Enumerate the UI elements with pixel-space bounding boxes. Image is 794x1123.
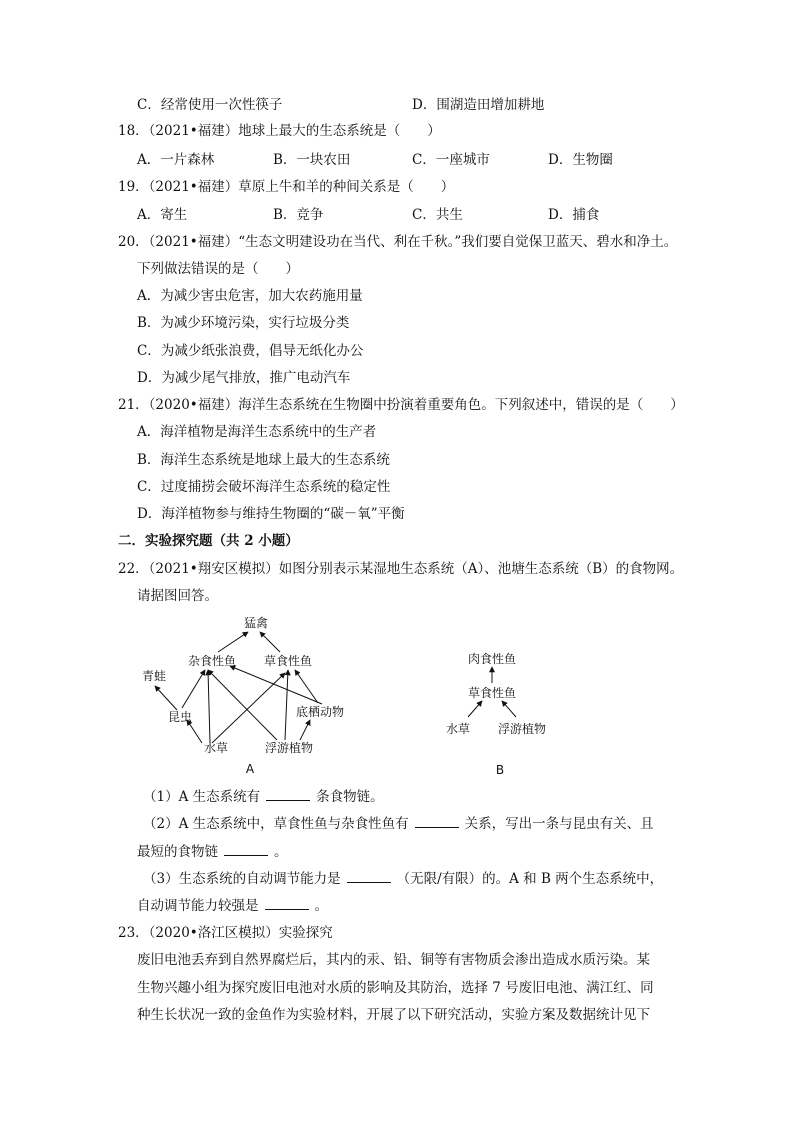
q17-option-d: D．围湖造田增加耕地 xyxy=(412,97,545,113)
q23-paragraph-line2: 生物兴趣小组为探究废旧电池对水质的影响及其防治，选择 7 号废旧电池、满江红、同 xyxy=(137,980,654,996)
q22-sub3-cont xyxy=(137,897,328,915)
q21-option-a: A．海洋植物是海洋生态系统中的生产者 xyxy=(137,424,377,440)
node-benthic-animals: 底栖动物 xyxy=(295,705,345,719)
q22-sub2-text-d: 。 xyxy=(274,844,288,860)
section-heading: 二．实验探究题（共 2 小题） xyxy=(118,533,299,549)
q22-sub1 xyxy=(143,788,384,806)
q22-stem-line2: 请据图回答。 xyxy=(137,588,218,604)
q19-stem: 19．（2021•福建）草原上牛和羊的种间关系是（ ） xyxy=(118,179,455,195)
node-herbivorous-fish-b: 草食性鱼 xyxy=(467,686,517,700)
node-plankton-a: 浮游植物 xyxy=(264,741,314,755)
node-frog: 青蛙 xyxy=(141,669,167,683)
node-water-grass-a: 水草 xyxy=(203,741,229,755)
node-plankton-b: 浮游植物 xyxy=(497,722,547,736)
q19-option-d: D．捕食 xyxy=(548,207,600,223)
q18-option-b: B．一块农田 xyxy=(273,152,351,168)
answer-blank-5[interactable] xyxy=(265,897,309,910)
node-carnivorous-fish: 肉食性鱼 xyxy=(467,652,517,666)
q22-sub2 xyxy=(143,815,654,833)
node-insect: 昆虫 xyxy=(167,710,193,724)
q22-sub1-text-b: 条食物链。 xyxy=(316,789,384,805)
q20-stem-line1: 20．（2021•福建）“生态文明建设功在当代、利在千秋。”我们要自觉保卫蓝天、碧水和净土。 xyxy=(118,234,678,250)
q20-option-b: B．为减少环境污染，实行垃圾分类 xyxy=(137,315,350,331)
q18-stem: 18．（2021•福建）地球上最大的生态系统是（ ） xyxy=(118,123,441,139)
q19-option-a: A．寄生 xyxy=(137,207,188,223)
q21-stem: 21．（2020•福建）海洋生态系统在生物圈中扮演着重要角色。下列叙述中，错误的是（ ） xyxy=(118,397,684,413)
answer-blank-2[interactable] xyxy=(415,815,459,828)
q22-sub3-text-a: （3）生态系统的自动调节能力是 xyxy=(143,871,341,887)
q22-sub2-text-b: 关系，写出一条与昆虫有关、且 xyxy=(464,816,654,832)
q22-sub1-text-a: （1）A 生态系统有 xyxy=(143,789,261,805)
q23-stem: 23．（2020•洛江区模拟）实验探究 xyxy=(118,925,333,941)
node-raptor: 猛禽 xyxy=(243,616,269,630)
answer-blank-1[interactable] xyxy=(266,788,310,801)
label-a: A xyxy=(245,762,255,776)
q22-sub2-text-c: 最短的食物链 xyxy=(137,844,218,860)
q18-option-d: D．生物圈 xyxy=(548,152,613,168)
answer-blank-4[interactable] xyxy=(347,870,391,883)
node-omnivorous-fish: 杂食性鱼 xyxy=(187,654,237,668)
node-water-grass-b: 水草 xyxy=(445,722,471,736)
q21-option-b: B．海洋生态系统是地球上最大的生态系统 xyxy=(137,452,390,468)
q22-sub2-cont xyxy=(137,843,288,861)
q19-option-c: C．共生 xyxy=(412,207,463,223)
q22-sub3-text-b: （无限/有限）的。A 和 B 两个生态系统中， xyxy=(396,871,664,887)
q22-sub3-text-c: 自动调节能力较强是 xyxy=(137,898,259,914)
q21-option-d: D．海洋植物参与维持生物圈的“碳－氧”平衡 xyxy=(137,506,405,522)
q22-stem-line1: 22．（2021•翔安区模拟）如图分别表示某湿地生态系统（A）、池塘生态系统（B）的食物网。 xyxy=(118,561,684,577)
q22-sub3 xyxy=(143,870,663,888)
q20-option-a: A．为减少害虫危害，加大农药施用量 xyxy=(137,288,363,304)
q22-sub3-text-d: 。 xyxy=(314,898,328,914)
q23-paragraph-line3: 种生长状况一致的金鱼作为实验材料，开展了以下研究活动，实验方案及数据统计见下 xyxy=(137,1007,650,1023)
food-web-a xyxy=(130,608,370,778)
q18-option-a: A．一片森林 xyxy=(137,152,215,168)
label-b: B xyxy=(495,763,505,777)
answer-blank-3[interactable] xyxy=(224,843,268,856)
q20-option-d: D．为减少尾气排放，推广电动汽车 xyxy=(137,370,351,386)
q21-option-c: C．过度捕捞会破坏海洋生态系统的稳定性 xyxy=(137,479,391,495)
q23-paragraph-line1: 废旧电池丢弃到自然界腐烂后，其内的汞、铅、铜等有害物质会渗出造成水质污染。某 xyxy=(137,952,650,968)
q17-option-c: C．经常使用一次性筷子 xyxy=(137,97,283,113)
q20-stem-line2: 下列做法错误的是（ ） xyxy=(137,261,299,277)
q19-option-b: B．竞争 xyxy=(273,207,324,223)
food-web-b xyxy=(430,645,580,780)
q20-option-c: C．为减少纸张浪费，倡导无纸化办公 xyxy=(137,343,364,359)
q18-option-c: C．一座城市 xyxy=(412,152,490,168)
q22-sub2-text-a: （2）A 生态系统中，草食性鱼与杂食性鱼有 xyxy=(143,816,409,832)
node-herbivorous-fish-a: 草食性鱼 xyxy=(263,654,313,668)
